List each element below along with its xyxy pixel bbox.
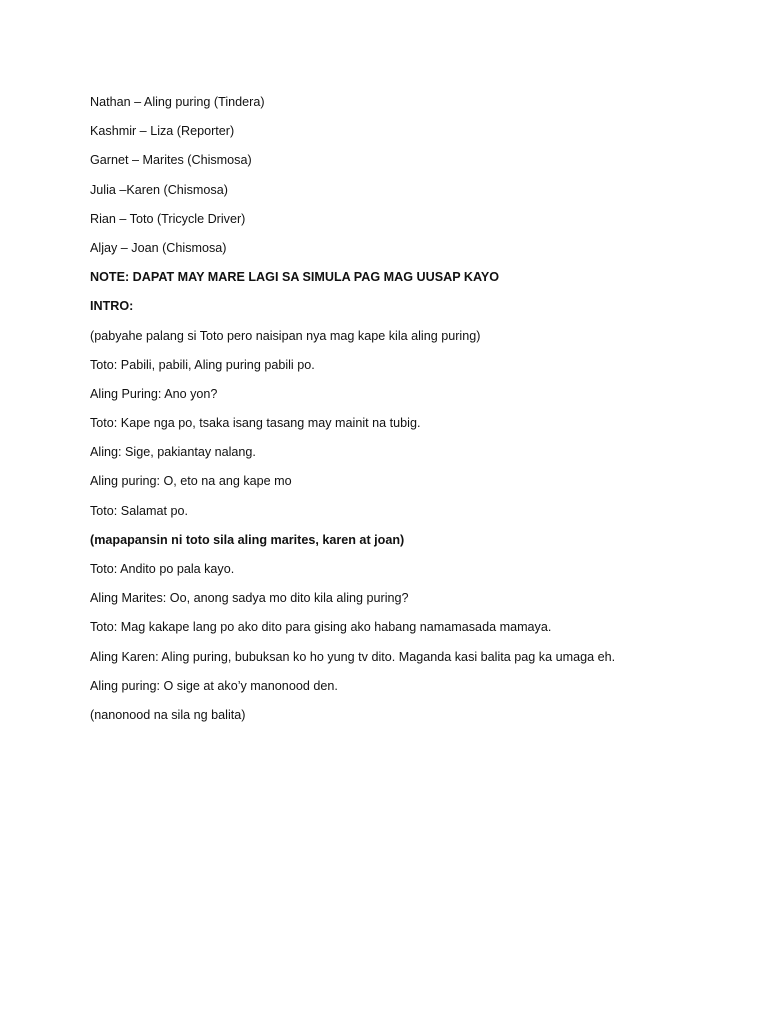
document-body: [90, 92, 730, 734]
script-line: Aling Puring: Ano yon?: [90, 386, 218, 401]
cast-line: Kashmir – Liza (Reporter): [90, 124, 235, 139]
cast-line: Garnet – Marites (Chismosa): [90, 153, 252, 168]
script-line: Aling puring: O sige at ako’y manonood den.: [90, 678, 338, 693]
script-line: Aling Karen: Aling puring, bubuksan ko ho yung tv dito. Maganda kasi balita pag ka umaga eh.: [90, 649, 616, 664]
script-line: (pabyahe palang si Toto pero naisipan nya mag kape kila aling puring): [90, 328, 481, 343]
cast-line: Rian – Toto (Tricycle Driver): [90, 211, 246, 226]
script-line: Toto: Kape nga po, tsaka isang tasang may mainit na tubig.: [90, 416, 421, 431]
script-line: Aling: Sige, pakiantay nalang.: [90, 445, 256, 460]
script-line: (nanonood na sila ng balita): [90, 707, 246, 722]
cast-line: Aljay – Joan (Chismosa): [90, 240, 227, 255]
script-line: Aling puring: O, eto na ang kape mo: [90, 474, 292, 489]
cast-line: Julia –Karen (Chismosa): [90, 182, 228, 197]
script-line: Toto: Pabili, pabili, Aling puring pabili po.: [90, 357, 315, 372]
cast-line: Nathan – Aling puring (Tindera): [90, 95, 265, 109]
script-line: Toto: Andito po pala kayo.: [90, 562, 235, 576]
script-line: Toto: Salamat po.: [90, 503, 189, 518]
script-line: Toto: Mag kakape lang po ako dito para gising ako habang namamasada mamaya.: [90, 620, 552, 635]
stage-direction: (mapapansin ni toto sila aling marites, karen at joan): [90, 532, 405, 547]
intro-heading: INTRO:: [90, 299, 134, 314]
script-line: Aling Marites: Oo, anong sadya mo dito kila aling puring?: [90, 591, 409, 606]
note-line: NOTE: DAPAT MAY MARE LAGI SA SIMULA PAG MAG UUSAP KAYO: [90, 270, 500, 285]
